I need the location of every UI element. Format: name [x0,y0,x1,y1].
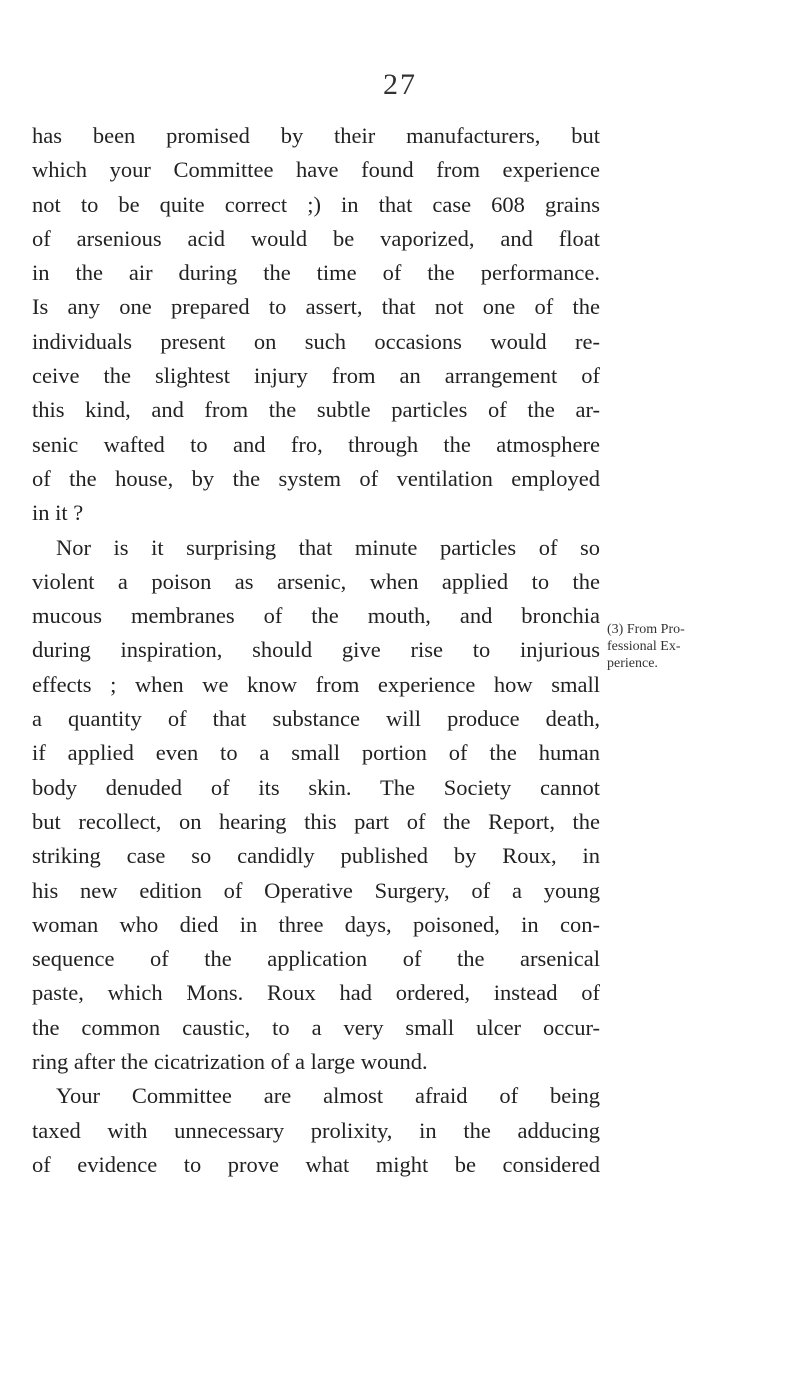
text-line: which your Committee have found from experience [32,157,600,183]
text-line: ring after the cicatrization of a large wound. [32,1049,428,1075]
text-line: during inspiration, should give rise to injurious [32,637,600,663]
text-line: body denuded of its skin. The Society cannot [32,774,600,800]
text-line: mucous membranes of the mouth, and bronchia [32,603,600,629]
text-line: Your Committee are almost afraid of being [56,1083,600,1109]
text-line: taxed with unnecessary prolixity, in the adducing [32,1117,600,1143]
text-line: if applied even to a small portion of the human [32,740,600,766]
text-line: has been promised by their manufacturers, but [32,123,600,148]
margin-note-line: perience. [607,656,658,671]
page-number: 27 [383,68,417,101]
text-line: effects ; when we know from experience how small [32,671,600,697]
text-line: striking case so candidly published by Roux, in [32,843,600,869]
text-line: paste, which Mons. Roux had ordered, instead of [32,980,600,1006]
text-line: his new edition of Operative Surgery, of a young [32,877,600,903]
text-line: in the air during the time of the performance. [32,260,600,286]
margin-note-line: fessional Ex- [607,639,681,654]
text-line: but recollect, on hearing this part of the Report, the [32,808,600,834]
margin-note [607,621,685,672]
text-line: not to be quite correct ;) in that case 608 grains [32,191,600,217]
text-line: woman who died in three days, poisoned, in con- [32,911,600,937]
text-line: of evidence to prove what might be considered [32,1151,600,1177]
text-line: senic wafted to and fro, through the atmosphere [32,431,600,457]
text-line: Nor is it surprising that minute particles of so [56,534,600,560]
text-line: Is any one prepared to assert, that not one of the [32,294,600,320]
text-line: this kind, and from the subtle particles of the ar- [32,397,600,423]
text-line: violent a poison as arsenic, when applied to the [32,568,600,594]
text-line: in it ? [32,500,84,526]
body-text [32,119,600,1182]
text-line: ceive the slightest injury from an arrangement of [32,363,600,389]
text-line: of arsenious acid would be vaporized, and float [32,225,600,251]
text-line: a quantity of that substance will produce death, [32,706,600,732]
text-line: the common caustic, to a very small ulcer occur- [32,1014,600,1040]
text-line: of the house, by the system of ventilation employed [32,465,600,491]
text-line: sequence of the application of the arsenical [32,946,600,972]
margin-note-line: (3) From Pro- [607,622,685,637]
text-line: individuals present on such occasions would re- [32,328,600,354]
